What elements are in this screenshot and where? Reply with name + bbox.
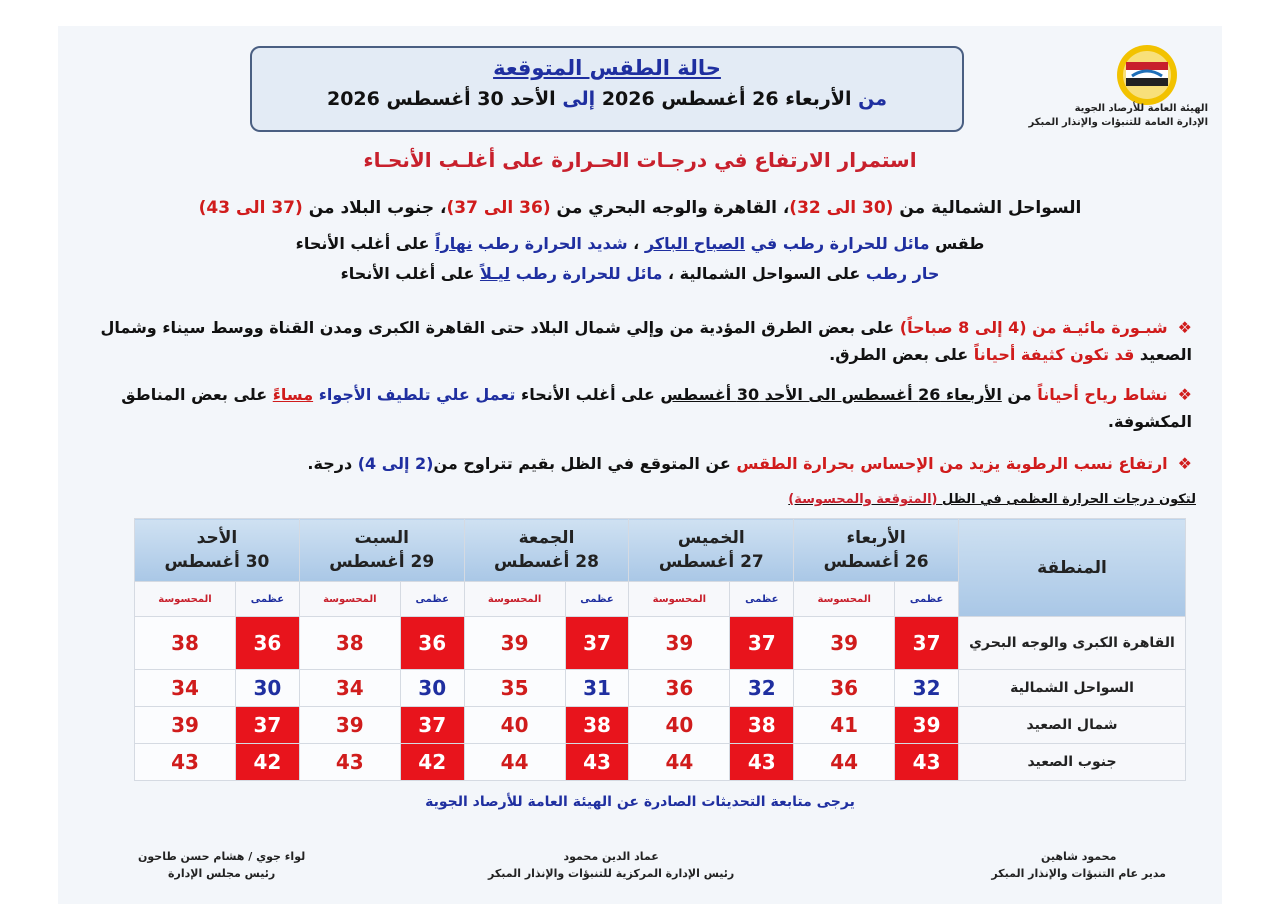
- feels-like-cell: 44: [794, 744, 895, 781]
- feels-like-cell: 40: [464, 707, 565, 744]
- bullet-text: الأربعاء 26 أغسطس الى الأحد 30 أغسطس: [660, 385, 1002, 404]
- max-temp-cell: 43: [565, 744, 629, 781]
- cond-text: ليـلاً: [479, 264, 511, 283]
- feels-like-label: المحسوسة: [299, 582, 400, 617]
- table-header-row: [135, 519, 1186, 582]
- page-title: حالة الطقس المتوقعة: [493, 56, 721, 80]
- feels-like-cell: 41: [794, 707, 895, 744]
- table-row: [135, 617, 1186, 670]
- max-temp-cell: 36: [236, 617, 300, 670]
- feels-like-label: المحسوسة: [794, 582, 895, 617]
- day-name: الخميس: [677, 528, 745, 548]
- bullet-text: درجة.: [307, 454, 358, 473]
- period-from-word: من: [858, 88, 887, 110]
- feels-like-cell: 39: [464, 617, 565, 670]
- title-box: [250, 46, 964, 132]
- max-label: عظمى: [565, 582, 629, 617]
- bullet-text: على بعض الطرق المؤدية من وإلي شمال البلاد حتى القاهرة الكبرى ومدن القناة ووسط سيناء وشمال الصعيد: [100, 318, 1192, 364]
- bullet-text: مساءً: [272, 385, 314, 404]
- day-date: 29 أغسطس: [329, 552, 435, 572]
- signatory-name: محمود شاهين: [1040, 850, 1117, 863]
- bullet-text: على بعض الطرق.: [829, 345, 974, 364]
- region-name: القاهرة الكبرى والوجه البحري: [959, 617, 1186, 670]
- signatory-title: مدير عام التنبؤات والإنذار المبكر: [991, 867, 1166, 880]
- region-header: المنطقة: [959, 519, 1186, 617]
- max-temp-cell: 39: [895, 707, 959, 744]
- range-label-south: ، جنوب البلاد من: [302, 198, 447, 218]
- caption-text: لتكون درجات الحرارة العظمى في الظل: [937, 492, 1196, 507]
- max-temp-cell: 43: [895, 744, 959, 781]
- cond-text: على السواحل الشمالية ،: [662, 264, 866, 283]
- max-temp-cell: 37: [565, 617, 629, 670]
- cond-text: على أغلب الأنحاء: [340, 264, 480, 283]
- bullet-humidity: [98, 450, 1192, 477]
- max-temp-cell: 38: [730, 707, 794, 744]
- headline: استمرار الارتفاع في درجـات الحـرارة على أغلـب الأنحـاء: [363, 148, 917, 172]
- max-label: عظمى: [895, 582, 959, 617]
- region-name: شمال الصعيد: [959, 707, 1186, 744]
- max-label: عظمى: [400, 582, 464, 617]
- max-temp-cell: 32: [895, 670, 959, 707]
- bullet-star-icon: ❖: [1177, 318, 1192, 337]
- cond-text: ،: [627, 234, 645, 253]
- feels-like-label: المحسوسة: [629, 582, 730, 617]
- bullet-text: قد تكون كثيفة أحياناً: [973, 345, 1135, 364]
- day-header: [135, 519, 300, 582]
- bullet-text: (2 إلى 4): [357, 454, 434, 473]
- cond-text: على أغلب الأنحاء: [295, 234, 436, 253]
- feels-like-label: المحسوسة: [464, 582, 565, 617]
- range-label-cairo: ، القاهرة والوجه البحري من: [550, 198, 790, 218]
- feels-like-cell: 39: [299, 707, 400, 744]
- bullet-text: شبـورة مائيـة من (4 إلى 8 صباحاً): [899, 318, 1168, 337]
- feels-like-cell: 40: [629, 707, 730, 744]
- organization-name: [1008, 102, 1208, 130]
- max-temp-cell: 42: [400, 744, 464, 781]
- period-from: الأربعاء 26 أغسطس 2026: [595, 88, 859, 110]
- signatory-name: عماد الدين محمود: [563, 850, 659, 863]
- day-name: السبت: [354, 528, 409, 548]
- footer-note: يرجى متابعة التحديثات الصادرة عن الهيئة العامة للأرصاد الجوية: [425, 794, 855, 810]
- max-temp-cell: 43: [730, 744, 794, 781]
- conditions-night: [58, 264, 1222, 283]
- conditions-day: [58, 234, 1222, 253]
- day-header: [299, 519, 464, 582]
- max-temp-cell: 42: [236, 744, 300, 781]
- bullet-text: على بعض المناطق المكشوفة.: [121, 385, 1192, 431]
- bullet-text: على أغلب الأنحاء: [515, 385, 661, 404]
- org-department: الإدارة العامة للتنبؤات والإنذار المبكر: [1028, 117, 1208, 128]
- feels-like-cell: 36: [629, 670, 730, 707]
- feels-like-cell: 36: [794, 670, 895, 707]
- signatory-title: رئيس مجلس الإدارة: [168, 867, 276, 880]
- bullet-star-icon: ❖: [1177, 454, 1192, 473]
- table-row: [135, 707, 1186, 744]
- bullet-text: من: [1001, 385, 1038, 404]
- cond-text: نهاراً: [435, 234, 473, 253]
- max-temp-cell: 31: [565, 670, 629, 707]
- day-date: 28 أغسطس: [494, 552, 599, 572]
- bullet-text: ارتفاع نسب الرطوبة يزيد من الإحساس بحرارة الطقس: [736, 454, 1168, 473]
- temperature-ranges: [58, 198, 1222, 218]
- range-cairo: (36 الى 37): [446, 198, 551, 218]
- feels-like-cell: 39: [629, 617, 730, 670]
- feels-like-cell: 43: [135, 744, 236, 781]
- caption-paren: (المتوقعة والمحسوسة): [788, 492, 938, 507]
- max-temp-cell: 30: [236, 670, 300, 707]
- feels-like-label: المحسوسة: [135, 582, 236, 617]
- org-name: الهيئة العامة للأرصاد الجوية: [1074, 103, 1208, 114]
- region-name: السواحل الشمالية: [959, 670, 1186, 707]
- max-label: عظمى: [730, 582, 794, 617]
- meteorological-authority-logo-icon: [1112, 40, 1182, 110]
- feels-like-cell: 38: [135, 617, 236, 670]
- period-to-word: إلى: [562, 88, 596, 110]
- max-temp-cell: 37: [730, 617, 794, 670]
- table-row: [135, 744, 1186, 781]
- max-temp-cell: 38: [565, 707, 629, 744]
- bullet-fog: [98, 314, 1192, 368]
- max-temp-cell: 37: [400, 707, 464, 744]
- signatory-title: رئيس الإدارة المركزية للتنبؤات والإنذار المبكر: [488, 867, 735, 880]
- range-label-north-coast: السواحل الشمالية من: [893, 198, 1082, 218]
- feels-like-cell: 44: [464, 744, 565, 781]
- cond-text: مائل للحرارة رطب: [510, 264, 663, 283]
- day-header: [794, 519, 959, 582]
- max-temp-cell: 37: [236, 707, 300, 744]
- weather-bulletin: [58, 26, 1222, 904]
- max-temp-cell: 32: [730, 670, 794, 707]
- temperature-table: [134, 518, 1186, 781]
- signature-block: [488, 848, 734, 882]
- forecast-period: [252, 88, 962, 110]
- day-name: الأحد: [196, 528, 238, 548]
- cond-text: الصباح الباكر: [644, 234, 746, 253]
- day-date: 26 أغسطس: [823, 552, 929, 572]
- period-to: الأحد 30 أغسطس 2026: [326, 88, 563, 110]
- cond-text: حار رطب: [865, 264, 940, 283]
- bullet-text: نشاط رياح أحياناً: [1037, 385, 1168, 404]
- day-date: 30 أغسطس: [164, 552, 270, 572]
- table-row: [135, 670, 1186, 707]
- feels-like-cell: 38: [299, 617, 400, 670]
- max-label: عظمى: [236, 582, 300, 617]
- feels-like-cell: 39: [135, 707, 236, 744]
- cond-text: شديد الحرارة رطب: [472, 234, 628, 253]
- bullet-star-icon: ❖: [1177, 385, 1192, 404]
- feels-like-cell: 43: [299, 744, 400, 781]
- day-header: [629, 519, 794, 582]
- region-name: جنوب الصعيد: [959, 744, 1186, 781]
- day-header: [464, 519, 629, 582]
- signature-block: [991, 848, 1166, 882]
- feels-like-cell: 34: [135, 670, 236, 707]
- day-date: 27 أغسطس: [658, 552, 764, 572]
- bullet-wind: [98, 381, 1192, 435]
- bullet-text: تعمل علي تلطيف الأجواء: [318, 385, 516, 404]
- cond-text: طقس: [929, 234, 985, 253]
- cond-text: مائل للحرارة رطب في: [745, 234, 930, 253]
- max-temp-cell: 37: [895, 617, 959, 670]
- max-temp-cell: 30: [400, 670, 464, 707]
- range-north-coast: (30 الى 32): [789, 198, 894, 218]
- day-name: الجمعة: [518, 528, 575, 548]
- bullet-text: عن المتوقع في الظل بقيم تتراوح من: [433, 454, 737, 473]
- max-temp-cell: 36: [400, 617, 464, 670]
- signatory-name: لواء جوي / هشام حسن طاحون: [138, 850, 306, 863]
- signature-block: [138, 848, 305, 882]
- feels-like-cell: 35: [464, 670, 565, 707]
- range-south: (37 الى 43): [198, 198, 303, 218]
- feels-like-cell: 44: [629, 744, 730, 781]
- table-caption: [788, 492, 1196, 507]
- feels-like-cell: 34: [299, 670, 400, 707]
- feels-like-cell: 39: [794, 617, 895, 670]
- day-name: الأربعاء: [846, 528, 906, 548]
